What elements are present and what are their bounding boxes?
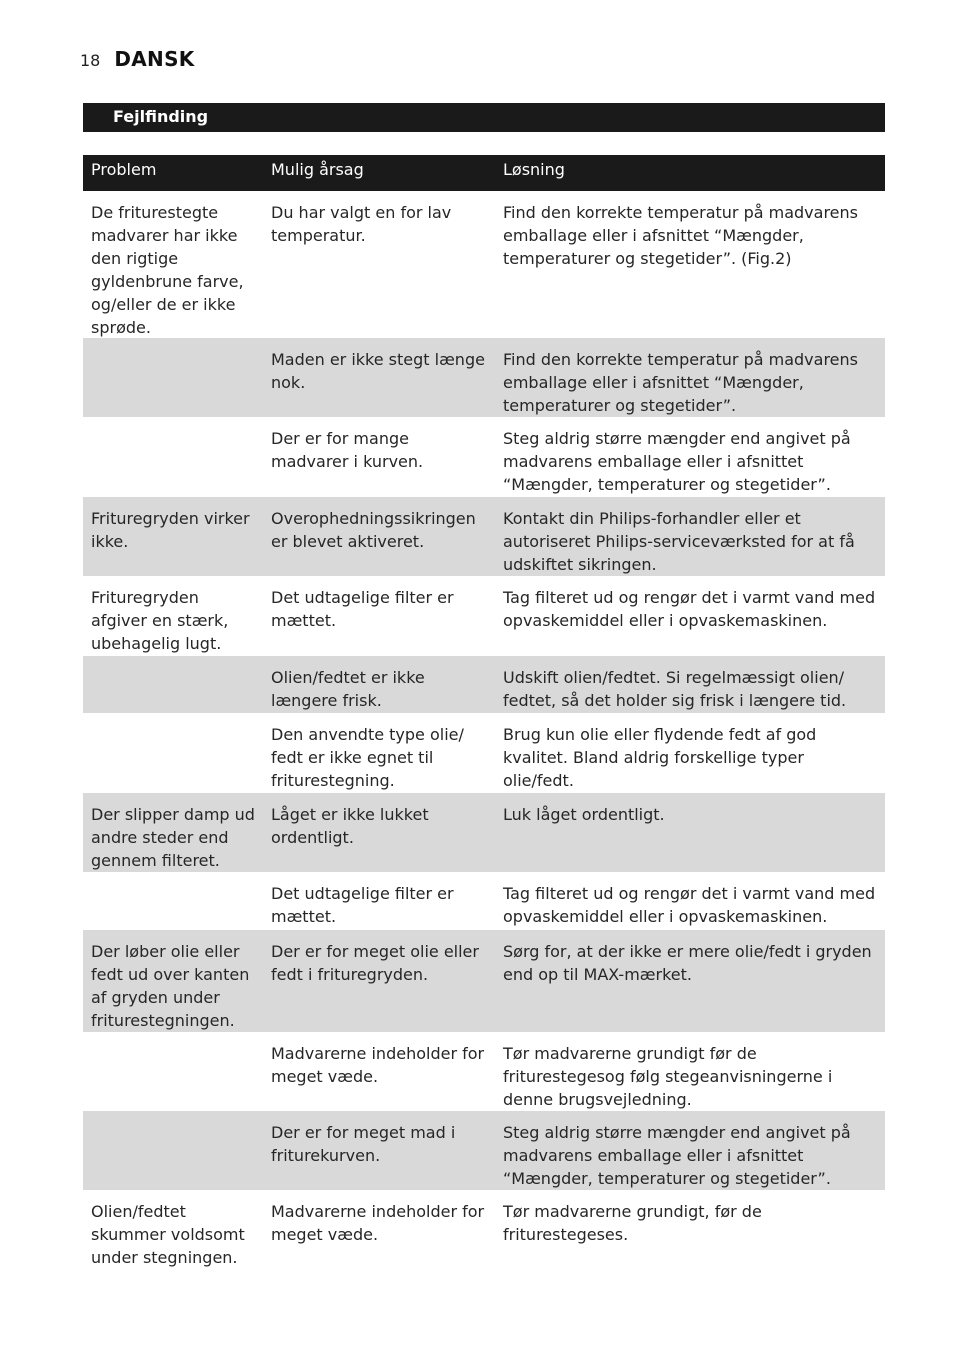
section-title: Fejlfinding (113, 107, 209, 126)
column-header-cause: Mulig årsag (271, 160, 364, 179)
table-row (83, 191, 885, 338)
cause-cell: Overophedningssikringen er blevet aktiveret. (271, 509, 476, 551)
problem-cell: Der slipper damp ud andre steder end gennem filteret. (91, 805, 255, 870)
section-bar (83, 103, 885, 132)
problem-cell (83, 338, 263, 417)
solution-cell: Tør madvarerne grundigt, før de friturestegeses. (503, 1202, 762, 1244)
solution-cell: Brug kun olie eller flydende fedt af god kvalitet. Bland aldrig forskellige typer olie/fedt. (503, 725, 817, 790)
solution-cell: Udskift olien/fedtet. Si regelmæssigt olien/ fedtet, så det holder sig frisk i længere tid. (503, 668, 847, 710)
problem-cell (83, 1111, 263, 1190)
table-row (83, 1190, 885, 1274)
problem-cell: Frituregryden virker ikke. (91, 509, 250, 551)
cause-cell: Olien/fedtet er ikke længere frisk. (271, 668, 425, 710)
column-header-problem: Problem (91, 160, 157, 179)
problem-cell: Der løber olie eller fedt ud over kanten af gryden under friturestegningen. (91, 942, 250, 1030)
table-row (83, 872, 885, 930)
solution-cell: Find den korrekte temperatur på madvarens emballage eller i afsnittet “Mængder, temperaturer og stegetider”. (503, 350, 858, 415)
solution-cell: Tør madvarerne grundigt før de friturestegesog følg stegeanvisningerne i denne brugsvejledning. (503, 1044, 833, 1109)
table-row (83, 793, 885, 872)
cause-cell: Der er for meget olie eller fedt i frituregryden. (271, 942, 479, 984)
table-row (83, 497, 885, 576)
cause-cell: Der er for mange madvarer i kurven. (271, 429, 424, 471)
table-row (83, 656, 885, 713)
table-header-row (83, 155, 885, 191)
table-row (83, 338, 885, 417)
solution-cell: Luk låget ordentligt. (503, 805, 665, 824)
problem-cell (83, 1032, 263, 1111)
problem-cell: Olien/fedtet skummer voldsomt under stegningen. (91, 1202, 245, 1267)
table-row (83, 576, 885, 656)
solution-cell: Steg aldrig større mængder end angivet på madvarens emballage eller i afsnittet “Mængder, temperaturer og stegetider”. (503, 429, 851, 494)
page-number: 18 (80, 51, 101, 70)
column-header-solution: Løsning (503, 160, 565, 179)
cause-cell: Den anvendte type olie/ fedt er ikke egnet til friturestegning. (271, 725, 464, 790)
troubleshooting-table (83, 155, 885, 1274)
table-row (83, 713, 885, 793)
cause-cell: Låget er ikke lukket ordentligt. (271, 805, 429, 847)
table-row (83, 1032, 885, 1111)
table-row (83, 930, 885, 1032)
solution-cell: Steg aldrig større mængder end angivet på madvarens emballage eller i afsnittet “Mængder, temperaturer og stegetider”. (503, 1123, 851, 1188)
language-title: DANSK (114, 47, 195, 71)
problem-cell: Frituregryden afgiver en stærk, ubehagelig lugt. (91, 588, 229, 653)
cause-cell: Det udtagelige filter er mættet. (271, 588, 454, 630)
solution-cell: Sørg for, at der ikke er mere olie/fedt i gryden end op til MAX-mærket. (503, 942, 872, 984)
cause-cell: Der er for meget mad i friturekurven. (271, 1123, 456, 1165)
solution-cell: Kontakt din Philips-forhandler eller et autoriseret Philips-serviceværksted for at få udskiftet sikringen. (503, 509, 855, 574)
problem-cell (83, 656, 263, 713)
table-row (83, 417, 885, 497)
cause-cell: Madvarerne indeholder for meget væde. (271, 1044, 485, 1086)
problem-cell (83, 713, 263, 793)
page-header (80, 47, 195, 75)
problem-cell (83, 872, 263, 930)
table-row (83, 1111, 885, 1190)
problem-cell (83, 417, 263, 497)
solution-cell: Tag filteret ud og rengør det i varmt vand med opvaskemiddel eller i opvaskemaskinen. (503, 588, 876, 630)
problem-cell: De friturestegte madvarer har ikke den rigtige gyldenbrune farve, og/eller de er ikke sprøde. (91, 203, 244, 337)
solution-cell: Tag filteret ud og rengør det i varmt vand med opvaskemiddel eller i opvaskemaskinen. (503, 884, 876, 926)
cause-cell: Madvarerne indeholder for meget væde. (271, 1202, 485, 1244)
cause-cell: Maden er ikke stegt længe nok. (271, 350, 485, 392)
cause-cell: Det udtagelige filter er mættet. (271, 884, 454, 926)
solution-cell: Find den korrekte temperatur på madvarens emballage eller i afsnittet “Mængder, temperaturer og stegetider”. (Fig.2) (503, 203, 858, 268)
cause-cell: Du har valgt en for lav temperatur. (271, 203, 452, 245)
